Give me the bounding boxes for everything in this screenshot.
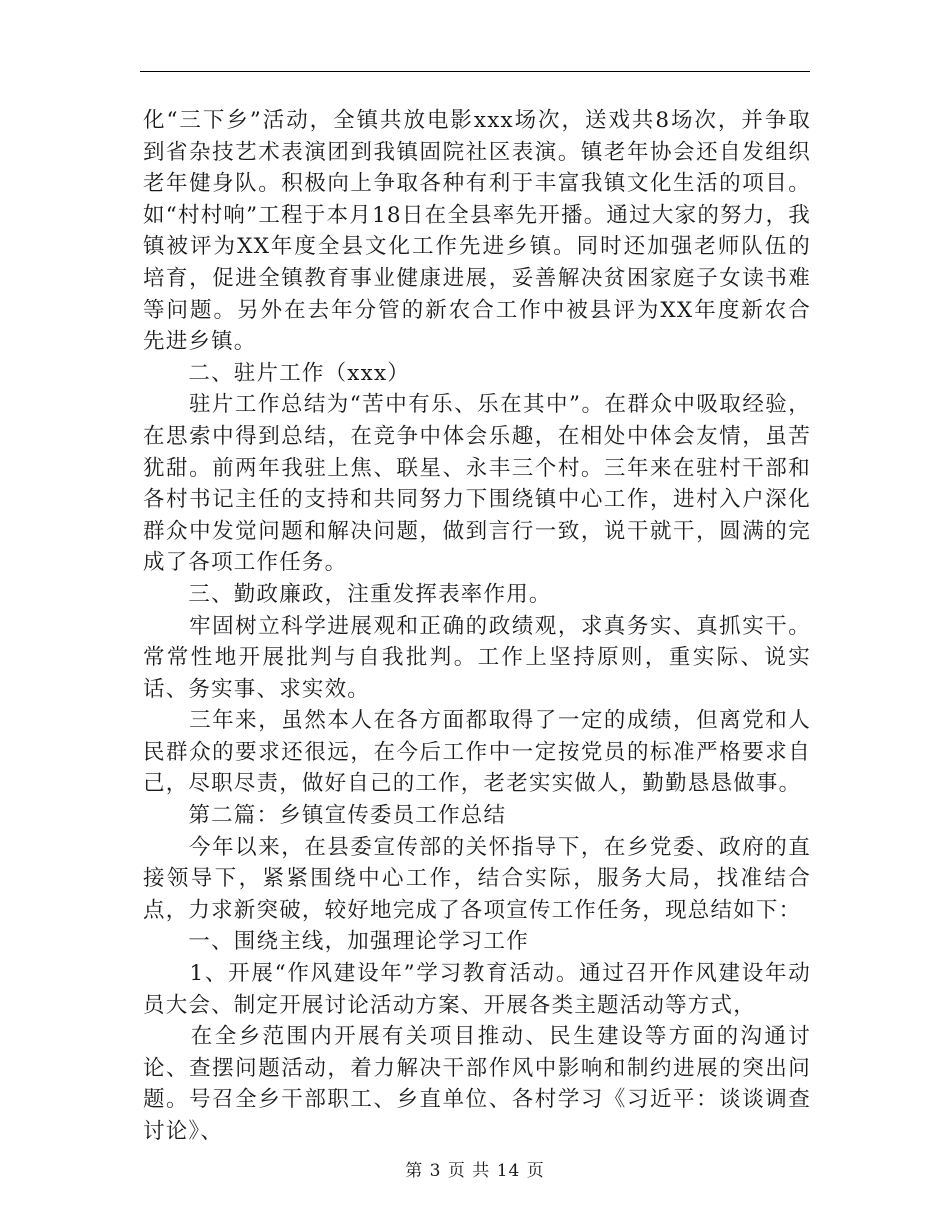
paragraph: 牢固树立科学进展观和正确的政绩观，求真务实、真抓实干。常常性地开展批判与自我批判。工作上坚持原则，重实际、说实话、务实事、求实效。 bbox=[143, 613, 811, 702]
page-number: 第 3 页 共 14 页 bbox=[405, 1161, 545, 1181]
section-heading: 一、围绕主线，加强理论学习工作 bbox=[143, 929, 529, 955]
paragraph: 今年以来，在县委宣传部的关怀指导下，在乡党委、政府的直接领导下，紧紧围绕中心工作，结合实际，服务大局，找准结合点，力求新突破，较好地完成了各项宣传工作任务，现总结如下： bbox=[143, 834, 811, 923]
paragraph: 在全乡范围内开展有关项目推动、民生建设等方面的沟通讨论、查摆问题活动，着力解决干部作风中影响和制约进展的突出问题。号召全乡干部职工、乡直单位、各村学习《习近平：谈谈调查讨论》、 bbox=[143, 1024, 811, 1144]
paragraph: 驻片工作总结为“苦中有乐、乐在其中”。在群众中吸取经验，在思索中得到总结，在竞争中体会乐趣，在相处中体会友情，虽苦犹甜。前两年我驻上焦、联星、永丰三个村。三年来在驻村干部和各村书记主任的支持和共同努力下围绕镇中心工作，进村入户深化群众中发觉问题和解决问题，做到言行一致，说干就干，圆满的完成了各项工作任务。 bbox=[143, 392, 811, 576]
document-body bbox=[143, 105, 811, 1148]
paragraph: 1、开展“作风建设年”学习教育活动。通过召开作风建设年动员大会、制定开展讨论活动方案、开展各类主题活动等方式， bbox=[143, 961, 811, 1018]
section-heading: 三、勤政廉政，注重发挥表率作用。 bbox=[143, 581, 552, 607]
paragraph: 化“三下乡”活动，全镇共放电影xxx场次，送戏共8场次，并争取到省杂技艺术表演团到我镇固院社区表演。镇老年协会还自发组织老年健身队。积极向上争取各种有利于丰富我镇文化生活的项目。如“村村响”工程于本月18日在全县率先开播。通过大家的努力，我镇被评为XX年度全县文化工作先进乡镇。同时还加强老师队伍的培育，促进全镇教育事业健康进展，妥善解决贫困家庭子女读书难等问题。另外在去年分管的新农合工作中被县评为XX年度新农合先进乡镇。 bbox=[143, 108, 811, 355]
section-heading: 二、驻片工作（xxx） bbox=[143, 360, 410, 386]
paragraph: 三年来，虽然本人在各方面都取得了一定的成绩，但离党和人民群众的要求还很远，在今后工作中一定按党员的标准严格要求自己，尽职尽责，做好自己的工作，老老实实做人，勤勤恳恳做事。 bbox=[143, 708, 811, 797]
header-rule bbox=[140, 71, 810, 72]
article-title: 第二篇：乡镇宣传委员工作总结 bbox=[143, 803, 507, 829]
